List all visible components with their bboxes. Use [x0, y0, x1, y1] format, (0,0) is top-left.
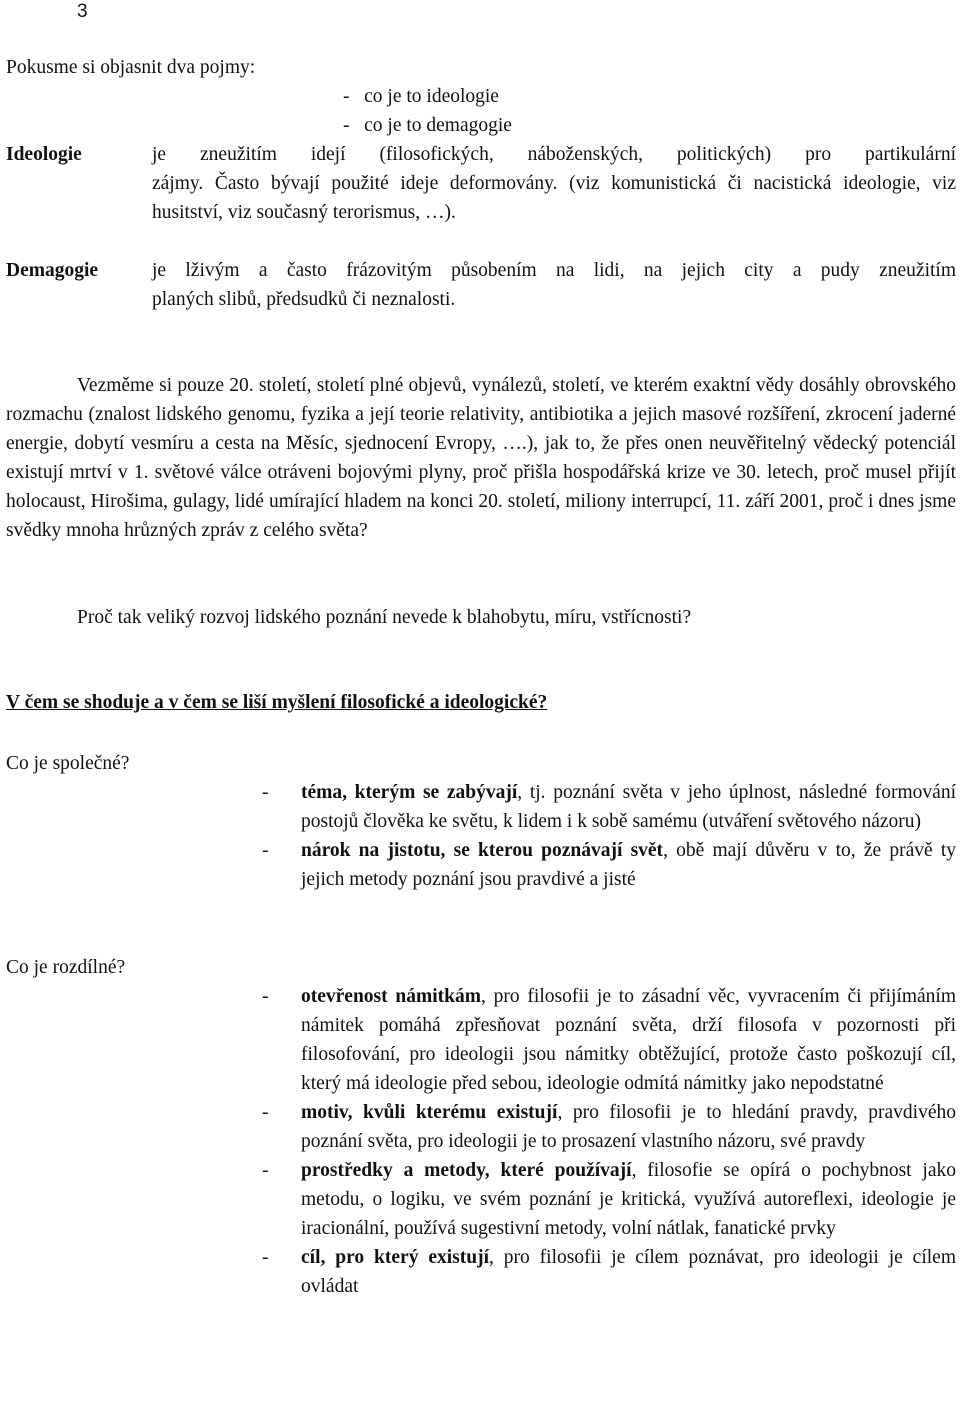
dash-marker: -	[343, 115, 350, 136]
list-item	[262, 836, 956, 894]
intro-item-text: co je to demagogie	[364, 115, 512, 136]
item-text: , filosofie se opírá o pochybnost jako metodu, o logiku, ve svém poznání je kritická, využívá autoreflexi, ideologie je iracionální, používá sugestivní metody, volní nátlak, fanatické prvky	[301, 1160, 957, 1239]
list-item	[262, 1098, 956, 1156]
dash-marker: -	[262, 986, 269, 1007]
definition-demagogie-line1: je lživým a často frázovitým působením na lidi, na jejich city a pudy zneužitím	[152, 260, 956, 281]
common-list	[262, 778, 956, 894]
definition-ideologie-line1: je zneužitím idejí (filosofických, náboženských, politických) pro partikulární	[152, 144, 956, 165]
list-item	[262, 1156, 956, 1243]
dash-marker: -	[262, 1160, 269, 1181]
item-text: , pro filosofii je to zásadní věc, vyvracením či přijímáním námitek pomáhá zpřesňovat poznání světa, drží filosofa v pozornosti při filosofování, pro ideologii jsou námitky obtěžující, protože často poškozují cíl, který má ideologie před sebou, ideologie odmítá námitky jako nepodstatné	[301, 986, 956, 1094]
intro-item	[343, 82, 499, 111]
label-different: Co je rozdílné?	[6, 957, 126, 978]
label-common: Co je společné?	[6, 753, 130, 774]
definition-ideologie-rest: zájmy. Často bývají použité ideje deformovány. (viz komunistická či nacistická ideologie, viz husitství, viz současný terorismus, …).	[152, 173, 956, 223]
dash-marker: -	[343, 86, 350, 107]
item-text: , pro filosofii je cílem poznávat, pro ideologii je cílem ovládat	[301, 1247, 956, 1297]
dash-marker: -	[262, 840, 269, 861]
paragraph-question: Proč tak veliký rozvoj lidského poznání nevede k blahobytu, míru, vstřícnosti?	[77, 607, 692, 628]
paragraph-20th-century: Vezměme si pouze 20. století, století plné objevů, vynálezů, století, ve kterém exaktní vědy dosáhly obrovského rozmachu (znalost lidského genomu, fyzika a její teorie relativity, antibiotika a jejich masové rozšíření, zkrocení jaderné energie, dobytí vesmíru a cesta na Měsíc, sjednocení Evropy, ….), jak to, že přes onen neuvěřitelný vědecký potenciál existují mrtví v 1. světové válce otráveni bojovými plyny, proč přišla hospodářská krize ve 30. letech, proč musel přijít holocaust, Hirošima, gulagy, lidé umírající hladem na konci 20. století, miliony interrupcí, 11. září 2001, proč i dnes jsme svědky mnoha hrůzných zpráv z celého světa?	[6, 375, 956, 541]
list-item	[262, 982, 956, 1098]
item-text: , pro filosofii je to hledání pravdy, pravdivého poznání světa, pro ideologii je to prosazení vlastního názoru, své pravdy	[301, 1102, 956, 1152]
term-ideologie: Ideologie	[6, 144, 82, 165]
dash-marker: -	[262, 1102, 269, 1123]
item-bold: nárok na jistotu, se kterou poznávají svět	[301, 840, 664, 861]
list-item	[262, 1243, 956, 1301]
term-demagogie: Demagogie	[6, 260, 99, 281]
intro-text: Pokusme si objasnit dva pojmy:	[6, 57, 256, 78]
section-heading: V čem se shoduje a v čem se liší myšlení filosofické a ideologické?	[6, 692, 548, 713]
definition-demagogie-rest: planých slibů, předsudků či neznalosti.	[152, 289, 456, 310]
intro-item	[343, 111, 512, 140]
item-bold: téma, kterým se zabývají	[301, 782, 518, 803]
dash-marker: -	[262, 1247, 269, 1268]
item-text: , obě mají důvěru v to, že právě ty jejich metody poznání jsou pravdivé a jisté	[301, 840, 956, 890]
item-bold: cíl, pro který existují	[301, 1247, 489, 1268]
list-item	[262, 778, 956, 836]
item-bold: prostředky a metody, které používají	[301, 1160, 632, 1181]
difference-list	[262, 982, 956, 1301]
item-bold: otevřenost námitkám	[301, 986, 481, 1007]
dash-marker: -	[262, 782, 269, 803]
page-number: 3	[77, 1, 88, 22]
intro-item-text: co je to ideologie	[364, 86, 499, 107]
item-text: , tj. poznání světa v jeho úplnost, následné formování postojů člověka ke světu, k lidem i k sobě samému (utváření světového názoru)	[301, 782, 956, 832]
item-bold: motiv, kvůli kterému existují	[301, 1102, 558, 1123]
